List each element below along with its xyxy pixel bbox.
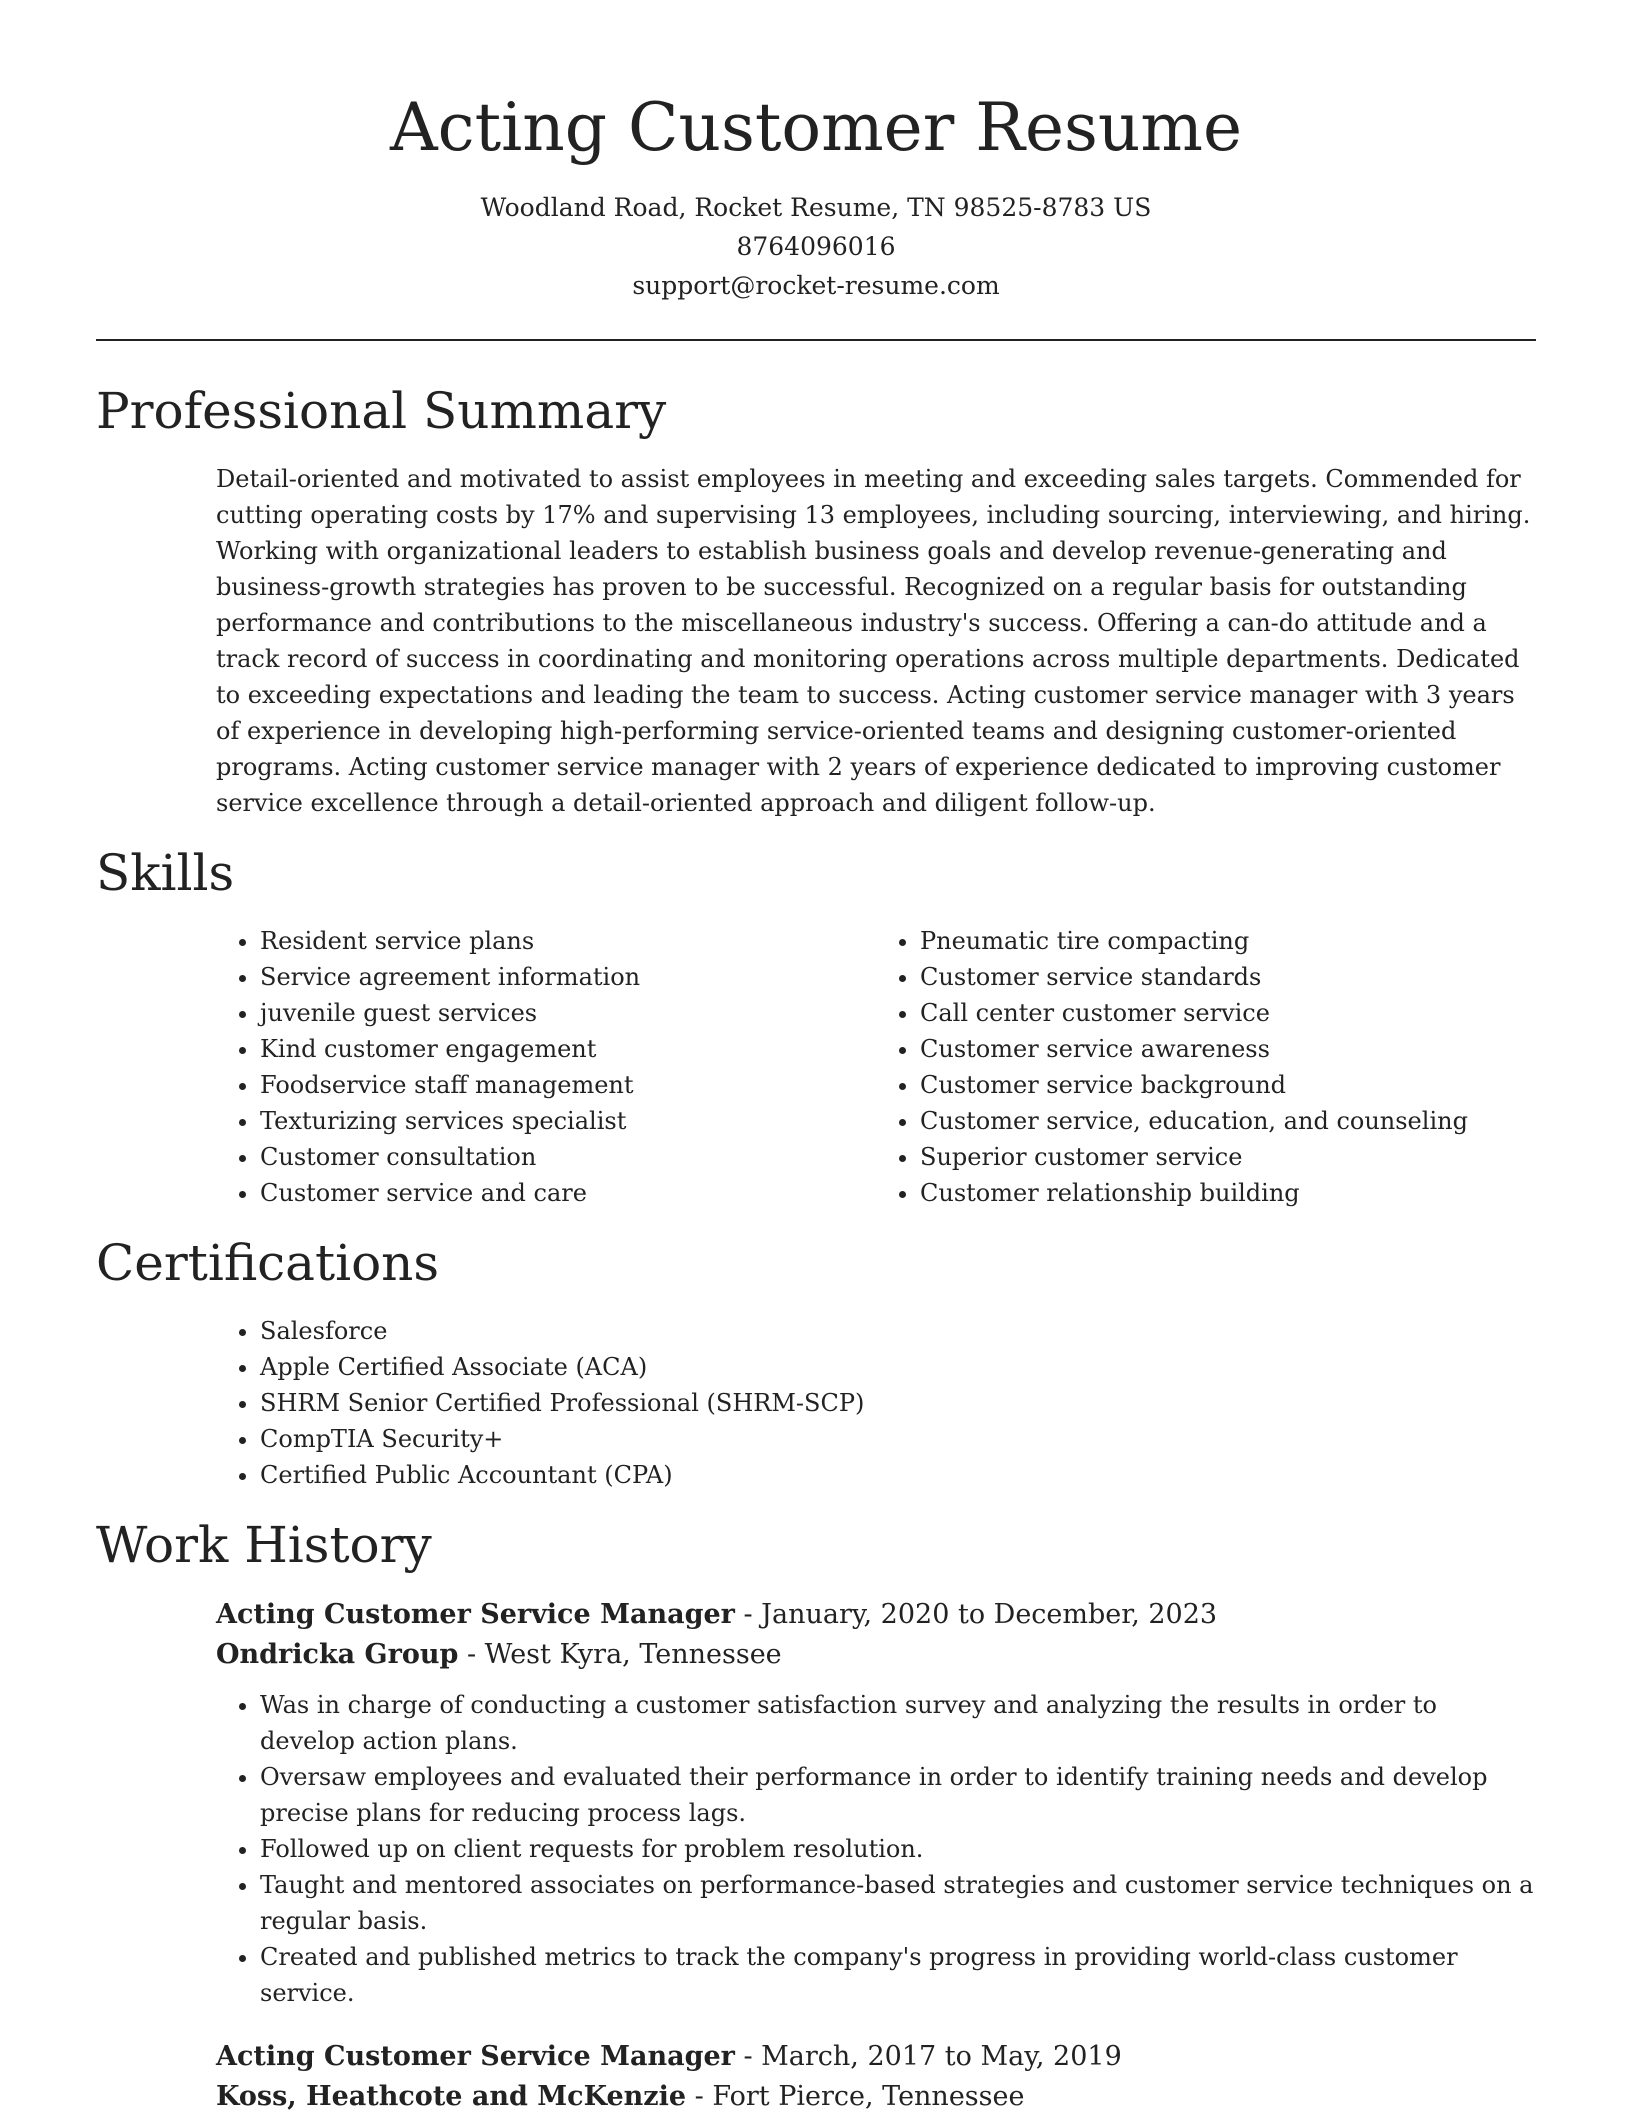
resume-header (96, 0, 1536, 305)
job-title-line (216, 1595, 1536, 1635)
skill-item: • Customer service awareness (920, 1031, 1536, 1067)
job-duty-item: • Followed up on client requests for problem resolution. (260, 1831, 1536, 1867)
job-duties-list (216, 1687, 1536, 2011)
skills-list-left (216, 923, 876, 1211)
job-company-line (216, 2077, 1536, 2117)
section-title-work-history: Work History (96, 1516, 432, 1574)
skill-item: • Customer service and care (260, 1175, 876, 1211)
skill-item: • Customer consultation (260, 1139, 876, 1175)
job-company-line (216, 1635, 1536, 1675)
job-duty-item: • Was in charge of conducting a customer satisfaction survey and analyzing the results in order to develop action plans. (260, 1687, 1536, 1759)
skills-grid (216, 923, 1536, 1211)
contact-info (96, 188, 1536, 305)
skill-item: • Customer service, education, and counseling (920, 1103, 1536, 1139)
resume-page (96, 0, 1536, 2117)
job-entry (216, 2037, 1536, 2117)
certifications-list (216, 1313, 1536, 1493)
skill-item: • Resident service plans (260, 923, 876, 959)
skill-item: • Call center customer service (920, 995, 1536, 1031)
skill-item: • Service agreement information (260, 959, 876, 995)
certification-item: • CompTIA Security+ (260, 1421, 1536, 1457)
section-title-certifications: Certifications (96, 1234, 440, 1292)
skill-item: • juvenile guest services (260, 995, 876, 1031)
section-title-skills: Skills (96, 844, 235, 902)
skill-item: • Superior customer service (920, 1139, 1536, 1175)
skill-item: • Customer service background (920, 1067, 1536, 1103)
skills-list-right (876, 923, 1536, 1211)
job-duty-item: • Taught and mentored associates on performance-based strategies and customer service techniques on a regular basis. (260, 1867, 1536, 1939)
certification-item: • SHRM Senior Certified Professional (SHRM-SCP) (260, 1385, 1536, 1421)
certification-item: • Apple Certified Associate (ACA) (260, 1349, 1536, 1385)
job-title-line (216, 2037, 1536, 2077)
contact-address: Woodland Road, Rocket Resume, TN 98525-8783 US (480, 193, 1152, 222)
job-dates: - March, 2017 to May, 2019 (734, 2041, 1122, 2072)
job-duty-item: • Oversaw employees and evaluated their performance in order to identify training needs and develop precise plans for reducing process lags. (260, 1759, 1536, 1831)
candidate-name: Acting Customer Resume (389, 89, 1243, 166)
skill-item: • Foodservice staff management (260, 1067, 876, 1103)
contact-email: support@rocket-resume.com (632, 271, 1000, 300)
job-role: Acting Customer Service Manager (216, 2041, 735, 2072)
contact-phone: 8764096016 (736, 232, 896, 261)
section-title-summary: Professional Summary (96, 382, 667, 440)
job-dates: - January, 2020 to December, 2023 (734, 1599, 1218, 1630)
skill-item: • Pneumatic tire compacting (920, 923, 1536, 959)
certification-item: • Salesforce (260, 1313, 1536, 1349)
job-company: Koss, Heathcote and McKenzie (216, 2081, 687, 2112)
skill-item: • Texturizing services specialist (260, 1103, 876, 1139)
certification-item: • Certified Public Accountant (CPA) (260, 1457, 1536, 1493)
skill-item: • Customer service standards (920, 959, 1536, 995)
job-company: Ondricka Group (216, 1639, 459, 1670)
skill-item: • Kind customer engagement (260, 1031, 876, 1067)
skill-item: • Customer relationship building (920, 1175, 1536, 1211)
job-role: Acting Customer Service Manager (216, 1599, 735, 1630)
job-location: - West Kyra, Tennessee (458, 1639, 782, 1670)
job-entry (216, 1595, 1536, 2011)
header-divider (96, 339, 1536, 341)
summary-text: Detail-oriented and motivated to assist employees in meeting and exceeding sales targets. Commended for cutting operating costs by 17% and supervising 13 employees, including sourcing, interviewing, and hiring. Working with organizational leaders to establish business goals and develop revenue-generating and business-growth strategies has proven to be successful. Recognized on a regular basis for outstanding performance and contributions to the miscellaneous industry's success. Offering a can-do attitude and a track record of success in coordinating and monitoring operations across multiple departments. Dedicated to exceeding expectations and leading the team to success. Acting customer service manager with 3 years of experience in developing high-performing service-oriented teams and designing customer-oriented programs. Acting customer service manager with 2 years of experience dedicated to improving customer service excellence through a detail-oriented approach and diligent follow-up. (216, 465, 1531, 817)
job-duty-item: • Created and published metrics to track the company's progress in providing world-class customer service. (260, 1939, 1536, 2011)
job-location: - Fort Pierce, Tennessee (686, 2081, 1025, 2112)
